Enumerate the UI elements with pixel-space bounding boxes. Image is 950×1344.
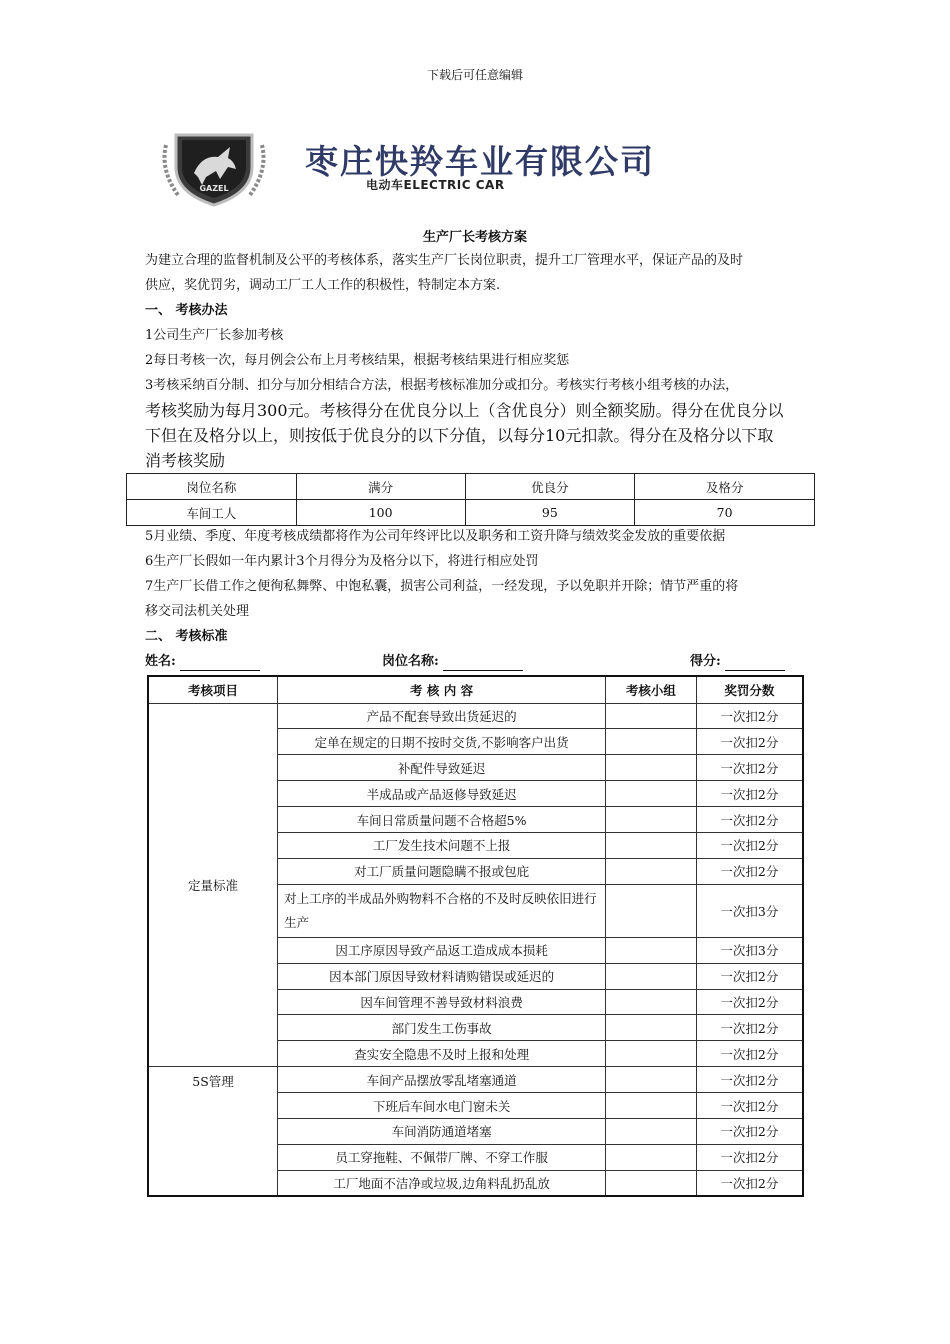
criteria-points: 一次扣2分 [696, 807, 803, 833]
criteria-group-cell[interactable] [606, 832, 697, 858]
header-note: 下载后可任意编辑 [426, 68, 523, 82]
criteria-group-cell[interactable] [606, 1041, 697, 1067]
criteria-content: 定单在规定的日期不按时交货,不影响客户出货 [278, 729, 606, 755]
criteria-content: 员工穿拖鞋、不佩带厂牌、不穿工作服 [278, 1144, 606, 1170]
method-item-1: 1公司生产厂长参加考核 [145, 328, 284, 343]
criteria-points: 一次扣2分 [696, 1118, 803, 1144]
criteria-group-cell[interactable] [606, 703, 697, 729]
document-title: 生产厂长考核方案 [422, 230, 527, 245]
criteria-content: 车间日常质量问题不合格超5% [278, 807, 606, 833]
criteria-content: 查实安全隐患不及时上报和处理 [278, 1041, 606, 1067]
criteria-points: 一次扣2分 [696, 1170, 803, 1196]
criteria-content: 车间消防通道堵塞 [278, 1118, 606, 1144]
criteria-group-cell[interactable] [606, 1067, 697, 1093]
criteria-points: 一次扣2分 [696, 1067, 803, 1093]
criteria-group-cell[interactable] [606, 884, 697, 937]
criteria-table [147, 675, 804, 1197]
criteria-header-group: 考核小组 [606, 676, 697, 703]
sign-post-label: 岗位名称: [382, 654, 439, 669]
score-header-post: 岗位名称 [127, 474, 297, 500]
criteria-points: 一次扣2分 [696, 1041, 803, 1067]
reward-line-3: 消考核奖励 [145, 451, 226, 470]
reward-line-1: 考核奖励为每月300元。考核得分在优良分以上（含优良分）则全额奖励。得分在优良分以 [145, 401, 784, 420]
criteria-points: 一次扣2分 [696, 755, 803, 781]
sign-score-label: 得分: [690, 654, 721, 669]
score-good: 95 [465, 500, 635, 526]
section1-title: 一、 考核办法 [145, 303, 228, 318]
logo-badge-text: GAZEL [199, 184, 229, 193]
score-header-good: 优良分 [465, 474, 635, 500]
score-post: 车间工人 [127, 500, 297, 526]
score-header-full: 满分 [296, 474, 465, 500]
criteria-content: 工厂发生技术问题不上报 [278, 832, 606, 858]
sign-post-line[interactable] [443, 657, 523, 671]
criteria-points: 一次扣2分 [696, 781, 803, 807]
sign-name-line[interactable] [180, 657, 260, 671]
criteria-group-cell[interactable] [606, 963, 697, 989]
score-header-pass: 及格分 [635, 474, 815, 500]
company-logo [158, 125, 270, 207]
criteria-content: 产品不配套导致出货延迟的 [278, 703, 606, 729]
criteria-group-cell[interactable] [606, 937, 697, 963]
method-item-3: 3考核采纳百分制、扣分与加分相结合方法，根据考核标准加分或扣分。考核实行考核小组考核的办法， [145, 378, 739, 393]
criteria-group-cell[interactable] [606, 1170, 697, 1196]
criteria-body [148, 703, 803, 1196]
criteria-content: 补配件导致延迟 [278, 755, 606, 781]
method-item-7: 7生产厂长借工作之便徇私舞弊、中饱私囊，损害公司利益，一经发现，予以免职并开除；情节严重的将 [145, 579, 739, 594]
criteria-points: 一次扣2分 [696, 1144, 803, 1170]
criteria-group-cell[interactable] [606, 755, 697, 781]
criteria-group-cell[interactable] [606, 807, 697, 833]
score-pass: 70 [635, 500, 815, 526]
method-item-7-cont: 移交司法机关处理 [145, 604, 250, 619]
criteria-points: 一次扣2分 [696, 989, 803, 1015]
criteria-category: 定量标准 [148, 703, 278, 1067]
sign-name [145, 653, 260, 671]
sign-score-line[interactable] [725, 657, 785, 671]
company-name: 枣庄快羚车业有限公司 [305, 142, 655, 181]
criteria-header-item: 考核项目 [148, 676, 278, 703]
sign-score [690, 653, 785, 671]
method-item-6: 6生产厂长假如一年内累计3个月得分为及格分以下，将进行相应处罚 [145, 554, 539, 569]
method-item-2: 2每日考核一次，每月例会公布上月考核结果，根据考核结果进行相应奖惩 [145, 353, 570, 368]
score-table [126, 473, 815, 526]
criteria-points: 一次扣3分 [696, 937, 803, 963]
criteria-group-cell[interactable] [606, 1093, 697, 1119]
criteria-content: 部门发生工伤事故 [278, 1015, 606, 1041]
intro-line-1: 为建立合理的监督机制及公平的考核体系，落实生产厂长岗位职责，提升工厂管理水平，保证产品的及时 [145, 253, 744, 268]
method-item-5: 5月业绩、季度、年度考核成绩都将作为公司年终评比以及职务和工资升降与绩效奖金发放的重要依据 [145, 529, 726, 544]
score-full: 100 [296, 500, 465, 526]
criteria-category: 5S管理 [148, 1067, 278, 1196]
section2-title: 二、 考核标准 [145, 629, 228, 644]
criteria-points: 一次扣2分 [696, 729, 803, 755]
criteria-row [148, 1067, 803, 1093]
criteria-content: 半成品或产品返修导致延迟 [278, 781, 606, 807]
criteria-points: 一次扣2分 [696, 832, 803, 858]
criteria-header-points: 奖罚分数 [696, 676, 803, 703]
score-table-header [127, 474, 815, 500]
sign-post [382, 653, 523, 671]
reward-line-2: 下但在及格分以上，则按低于优良分的以下分值，以每分10元扣款。得分在及格分以下取 [145, 426, 774, 445]
criteria-points: 一次扣2分 [696, 1093, 803, 1119]
criteria-content: 因本部门原因导致材料请购错误或延迟的 [278, 963, 606, 989]
criteria-content: 因工序原因导致产品返工造成成本损耗 [278, 937, 606, 963]
criteria-content: 下班后车间水电门窗未关 [278, 1093, 606, 1119]
criteria-points: 一次扣2分 [696, 858, 803, 884]
criteria-content: 对工厂质量问题隐瞒不报或包庇 [278, 858, 606, 884]
criteria-header-content: 考 核 内 容 [278, 676, 606, 703]
intro-line-2: 供应，奖优罚劣，调动工厂工人工作的积极性，特制定本方案. [145, 278, 501, 293]
criteria-group-cell[interactable] [606, 989, 697, 1015]
criteria-group-cell[interactable] [606, 1015, 697, 1041]
criteria-content: 工厂地面不洁净或垃圾,边角料乱扔乱放 [278, 1170, 606, 1196]
criteria-content: 因车间管理不善导致材料浪费 [278, 989, 606, 1015]
criteria-row [148, 703, 803, 729]
criteria-content: 车间产品摆放零乱堵塞通道 [278, 1067, 606, 1093]
criteria-group-cell[interactable] [606, 781, 697, 807]
sign-name-label: 姓名: [145, 654, 176, 669]
criteria-points: 一次扣2分 [696, 1015, 803, 1041]
criteria-points: 一次扣2分 [696, 703, 803, 729]
criteria-group-cell[interactable] [606, 858, 697, 884]
criteria-points: 一次扣2分 [696, 963, 803, 989]
criteria-group-cell[interactable] [606, 729, 697, 755]
criteria-group-cell[interactable] [606, 1144, 697, 1170]
criteria-group-cell[interactable] [606, 1118, 697, 1144]
score-table-row [127, 500, 815, 526]
company-subtitle: 电动车ELECTRIC CAR [366, 178, 505, 192]
criteria-header-row [148, 676, 803, 703]
criteria-points: 一次扣3分 [696, 884, 803, 937]
criteria-content: 对上工序的半成品外购物料不合格的不及时反映依旧进行生产 [278, 884, 606, 937]
